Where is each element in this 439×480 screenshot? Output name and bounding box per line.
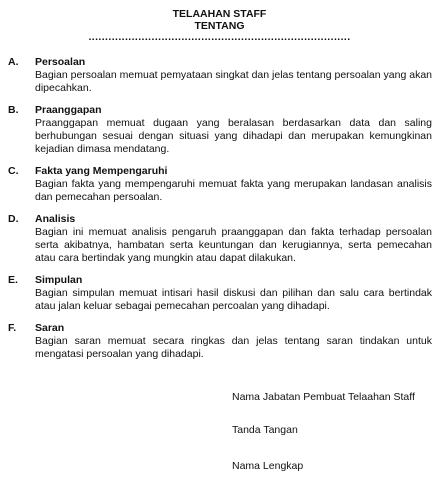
section-letter: C. — [8, 165, 19, 177]
section-body: Bagian fakta yang mempengaruhi memuat fakta yang merupakan landasan analisis dan pemecahan persoalan. — [35, 178, 432, 203]
section-praanggapan — [8, 104, 432, 156]
section-persoalan — [8, 56, 432, 95]
signatory-full-name: Nama Lengkap — [232, 460, 304, 472]
section-heading: Persoalan — [35, 56, 86, 68]
section-simpulan — [8, 274, 432, 313]
section-content — [35, 213, 432, 265]
section-content — [35, 165, 432, 204]
section-letter: F. — [8, 322, 17, 334]
section-content — [35, 322, 432, 361]
section-content — [35, 104, 432, 156]
section-heading: Simpulan — [35, 274, 83, 286]
section-heading: Praanggapan — [35, 104, 102, 116]
section-body: Bagian simpulan memuat intisari hasil diskusi dan pilihan dan salu cara bertindak atau jalan keluar sebagai pemecahan percoalan yang dihadapi. — [35, 287, 432, 312]
section-letter: D. — [8, 213, 19, 225]
section-analisis — [8, 213, 432, 265]
signature-block — [232, 391, 432, 473]
section-heading: Analisis — [35, 213, 76, 225]
topic-placeholder-dots: ............................................................................... — [88, 31, 351, 43]
document-subtitle: TENTANG — [194, 20, 245, 32]
section-heading: Saran — [35, 322, 65, 334]
section-letter: E. — [8, 274, 18, 286]
document-header — [0, 8, 439, 42]
section-fakta — [8, 165, 432, 204]
section-saran — [8, 322, 432, 361]
sections-list — [8, 56, 432, 370]
signature-label: Tanda Tangan — [232, 424, 298, 436]
signatory-position: Nama Jabatan Pembuat Telaahan Staff — [232, 391, 415, 403]
section-letter: B. — [8, 104, 19, 116]
section-body: Bagian persoalan memuat pemyataan singkat dan jelas tentang persoalan yang akan dipecahkan. — [35, 69, 432, 94]
section-body: Bagian ini memuat analisis pengaruh praanggapan dan fakta terhadap persoalan serta akibatnya, hambatan serta keuntungan dan kerugiannya, serta pemecahan atau cara bertindak yang mungkin atau dapat dilakukan. — [35, 226, 432, 264]
section-heading: Fakta yang Mempengaruhi — [35, 165, 168, 177]
section-body: Praanggapan memuat dugaan yang beralasan berdasarkan data dan saling berhubungan sesuai dengan situasi yang dihadapi dan merupakan kemungkinan kejadian dimasa mendatang. — [35, 117, 432, 155]
section-body: Bagian saran memuat secara ringkas dan jelas tentang saran tindakan untuk mengatasi persoalan yang dihadapi. — [35, 335, 432, 360]
section-content — [35, 56, 432, 95]
section-letter: A. — [8, 56, 19, 68]
section-content — [35, 274, 432, 313]
document-title: TELAAHAN STAFF — [172, 8, 267, 20]
